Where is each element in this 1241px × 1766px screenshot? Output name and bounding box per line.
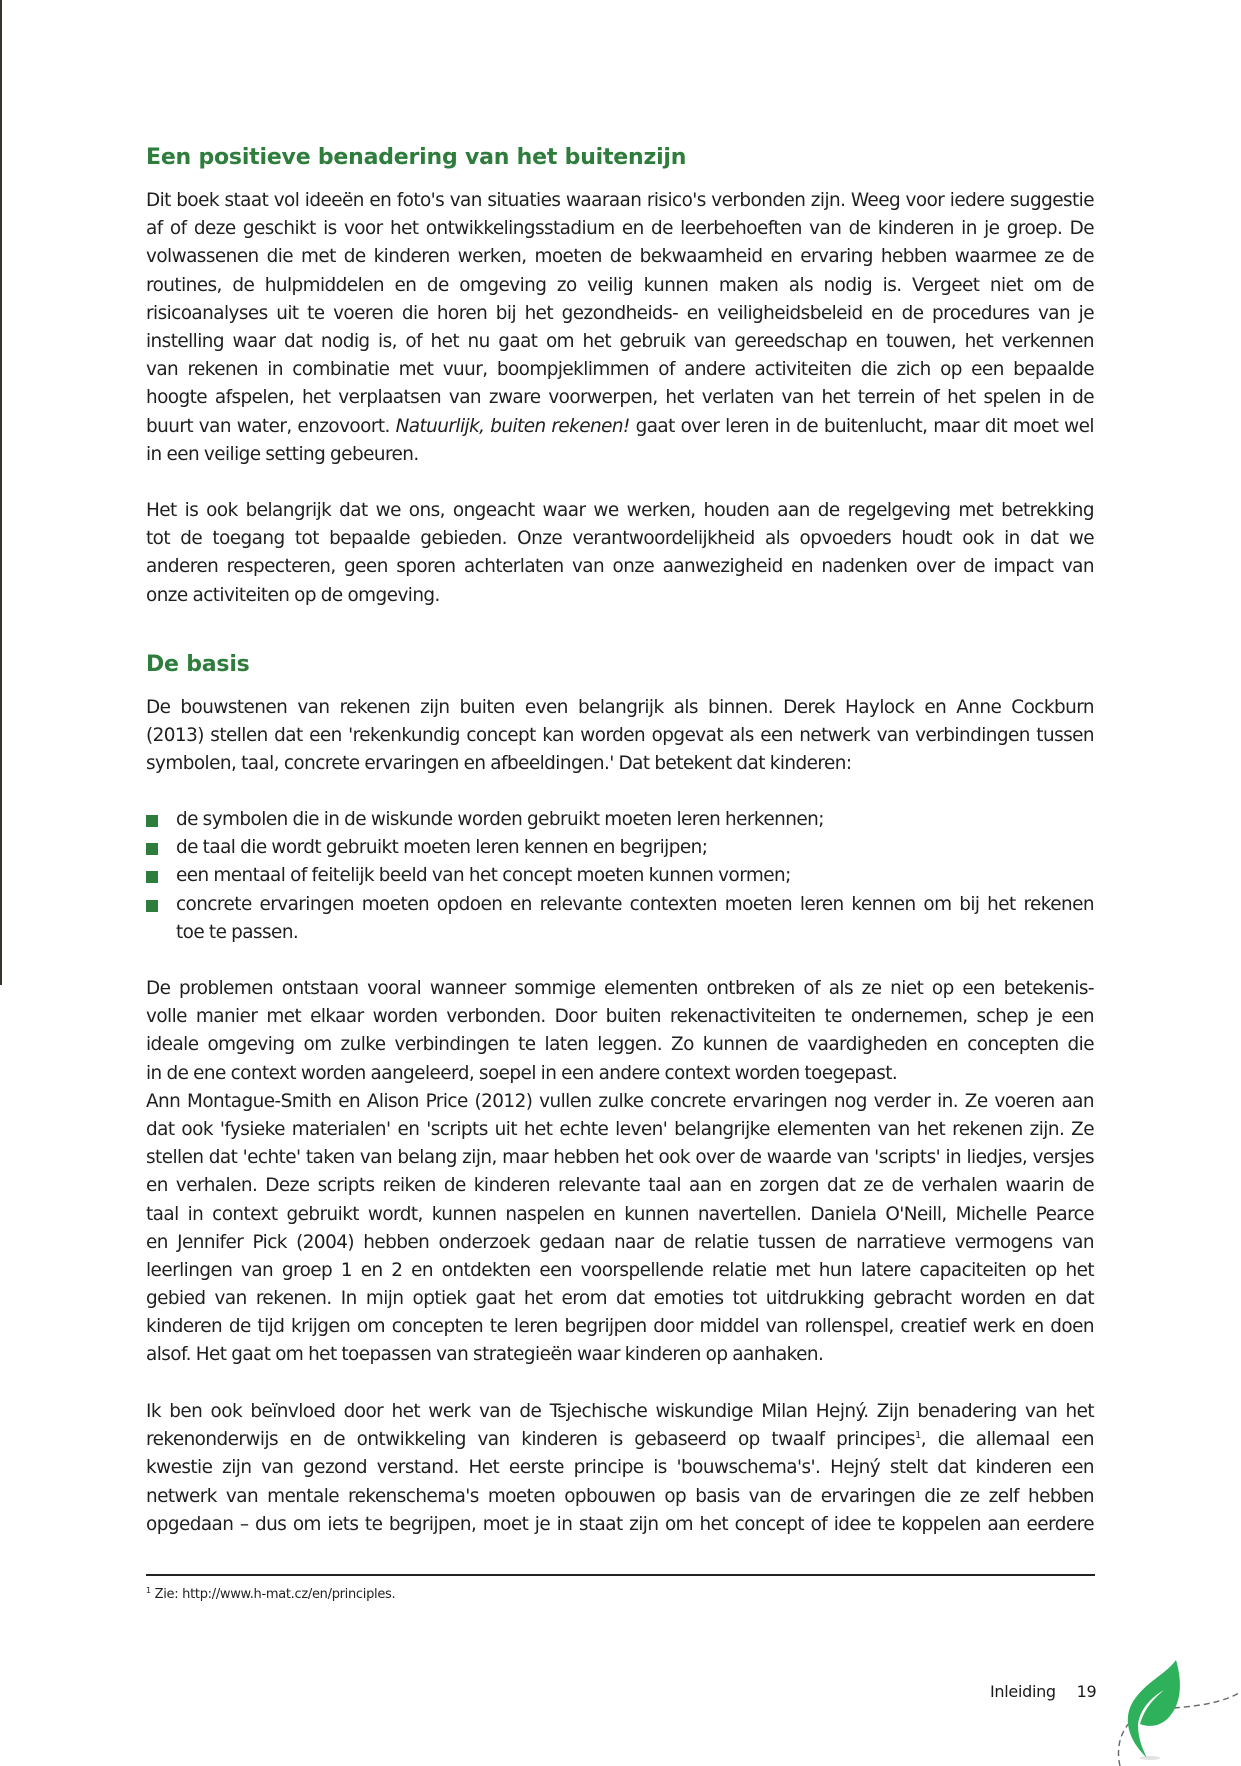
square-bullet-icon xyxy=(146,871,158,883)
text-line: (2013) stellen dat een 'rekenkundig concept kan worden opgevat als een netwerk van verbindingen tussen xyxy=(146,725,1094,747)
text-line-with-book-title xyxy=(146,413,1094,441)
text-line-with-footnote xyxy=(146,1426,1094,1454)
list-item-text: concrete ervaringen moeten opdoen en relevante contexten moeten leren kennen om bij het rekenen xyxy=(176,893,1094,915)
text-line: De bouwstenen van rekenen zijn buiten even belangrijk als binnen. Derek Haylock en Anne Cockburn xyxy=(146,697,1094,718)
list-item xyxy=(146,806,1094,834)
paragraph-regulations xyxy=(146,497,1094,610)
bullet-list xyxy=(146,806,1094,947)
text-line: hoogte afspelen, het verplaatsen van zware voorwerpen, het verlaten van het terrein of het spelen in de xyxy=(146,387,1094,409)
list-item xyxy=(146,891,1094,947)
paragraph-building-blocks xyxy=(146,694,1094,779)
text-line: De problemen ontstaan vooral wanneer sommige elementen ontbreken of als ze niet op een betekenis- xyxy=(146,978,1094,999)
list-item xyxy=(146,834,1094,862)
footnote xyxy=(146,1587,395,1602)
footnote-text[interactable]: Zie: http://www.h-mat.cz/en/principles. xyxy=(154,1587,396,1602)
text-line: onze activiteiten op de omgeving. xyxy=(146,584,440,606)
paragraph-hejny xyxy=(146,1398,1094,1539)
paragraph-intro xyxy=(146,187,1094,469)
list-item-text: een mentaal of feitelijk beeld van het concept moeten kunnen vormen; xyxy=(176,865,791,887)
footnote-marker: 1 xyxy=(146,1586,151,1595)
page-number: 19 xyxy=(1076,1682,1097,1701)
text-line: risicoanalyses uit te voeren die horen bij het gezondheids- en veiligheidsbeleid en de procedures van je xyxy=(146,302,1094,324)
text-line: Dit boek staat vol ideeën en foto's van situaties waaraan risico's verbonden zijn. Weeg voor iedere suggestie xyxy=(146,190,1094,211)
list-item-text: de taal die wordt gebruikt moeten leren kennen en begrijpen; xyxy=(176,837,708,859)
text-line: gebied van rekenen. In mijn optiek gaat het erom dat emoties tot uitdrukking gebracht worden en dat xyxy=(146,1288,1094,1310)
paragraph-problems xyxy=(146,975,1094,1370)
text-line: instelling waar dat nodig is, of het nu gaat om het gebruik van gereedschap en touwen, het verkennen xyxy=(146,330,1094,352)
text-line: tot de toegang tot bepaalde gebieden. Onze verantwoordelijkheid als opvoeders houdt ook in dat we xyxy=(146,528,1094,550)
text-line: stellen dat 'echte' taken van belang zijn, maar hebben het ook over de waarde van 'scripts' in liedjes, versjes xyxy=(146,1147,1094,1169)
text-line: af of deze geschikt is voor het ontwikkelingsstadium en de leerbehoeften van de kinderen in je groep. De xyxy=(146,218,1094,240)
book-title: Natuurlijk, buiten rekenen! xyxy=(395,415,630,437)
text-line: dat ook 'fysieke materialen' en 'scripts uit het echte leven' belangrijke elementen van het rekenen zijn. Ze xyxy=(146,1118,1094,1140)
text-line: anderen respecteren, geen sporen achterlaten van onze aanwezigheid en nadenken over de impact van xyxy=(146,556,1094,578)
text-fragment: , die allemaal een xyxy=(920,1429,1095,1451)
list-item-text: toe te passen. xyxy=(176,921,299,943)
text-line: en verhalen. Deze scripts reiken de kinderen relevante taal aan en zorgen dat ze de verhalen waarin de xyxy=(146,1175,1094,1197)
text-line: volwassenen die met de kinderen werken, moeten de bekwaamheid en ervaring hebben waarmee ze de xyxy=(146,246,1094,268)
text-line: taal in context gebruikt wordt, kunnen naspelen en kunnen navertellen. Daniela O'Neill, Michelle Pearce xyxy=(146,1203,1094,1225)
square-bullet-icon xyxy=(146,815,158,827)
text-line: Ik ben ook beïnvloed door het werk van de Tsjechische wiskundige Milan Hejný. Zijn benadering van het xyxy=(146,1401,1094,1422)
text-line: leerlingen van groep 1 en 2 en ontdekten een voorspellende relatie met hun latere capaciteiten op het xyxy=(146,1259,1094,1281)
text-line: van rekenen in combinatie met vuur, boompjeklimmen of andere activiteiten die zich op een bepaalde xyxy=(146,359,1094,381)
text-line: en Jennifer Pick (2004) hebben onderzoek gedaan naar de relatie tussen de narratieve vermogens van xyxy=(146,1231,1094,1253)
page-edge-border xyxy=(0,0,2,985)
text-fragment: buurt van water, enzovoort. xyxy=(146,415,390,437)
text-line: ideale omgeving om zulke verbindingen te laten leggen. Zo kunnen de vaardigheden en concepten die xyxy=(146,1034,1094,1056)
text-fragment: rekenonderwijs en de ontwikkeling van kinderen is gebaseerd op twaalf principes xyxy=(146,1429,915,1451)
text-line: alsof. Het gaat om het toepassen van strategieën waar kinderen op aanhaken. xyxy=(146,1344,824,1366)
text-fragment: gaat over leren in de buitenlucht, maar dit moet wel xyxy=(629,415,1094,437)
page-footer xyxy=(990,1682,1096,1701)
chapter-name: Inleiding xyxy=(990,1682,1056,1701)
text-line: Het is ook belangrijk dat we ons, ongeacht waar we werken, houden aan de regelgeving met betrekking xyxy=(146,500,1094,521)
list-item-text: de symbolen die in de wiskunde worden gebruikt moeten leren herkennen; xyxy=(176,809,824,830)
text-line: Ann Montague-Smith en Alison Price (2012) vullen zulke concrete ervaringen nog verder in. Ze voeren aan xyxy=(146,1090,1094,1112)
square-bullet-icon xyxy=(146,843,158,855)
text-line: symbolen, taal, concrete ervaringen en afbeeldingen.' Dat betekent dat kinderen: xyxy=(146,753,852,775)
text-line: in de ene context worden aangeleerd, soepel in een andere context worden toegepast. xyxy=(146,1062,898,1084)
text-line: in een veilige setting gebeuren. xyxy=(146,443,419,465)
text-line: kinderen de tijd krijgen om concepten te leren begrijpen door middel van rollenspel, creatief werk en doen xyxy=(146,1316,1094,1338)
text-line: opgedaan – dus om iets te begrijpen, moet je in staat zijn om het concept of idee te koppelen aan eerdere xyxy=(146,1513,1094,1535)
text-line: routines, de hulpmiddelen en de omgeving zo veilig kunnen maken als nodig is. Vergeet niet om de xyxy=(146,274,1094,296)
text-line: kwestie zijn van gezond verstand. Het eerste principe is 'bouwschema's'. Hejný stelt dat kinderen een xyxy=(146,1457,1094,1479)
section-heading-de-basis: De basis xyxy=(146,652,250,677)
square-bullet-icon xyxy=(146,900,158,912)
leaf-logo-icon xyxy=(1110,1640,1241,1766)
text-line: netwerk van mentale rekenschema's moeten opbouwen op basis van de ervaringen die ze zelf hebben xyxy=(146,1485,1094,1507)
footnote-reference[interactable]: 1 xyxy=(914,1430,921,1442)
section-heading-positive-approach: Een positieve benadering van het buitenzijn xyxy=(146,145,687,170)
footnote-divider xyxy=(146,1574,1095,1576)
text-line: volle manier met elkaar worden verbonden. Door buiten rekenactiviteiten te ondernemen, schep je een xyxy=(146,1006,1094,1028)
list-item xyxy=(146,862,1094,890)
